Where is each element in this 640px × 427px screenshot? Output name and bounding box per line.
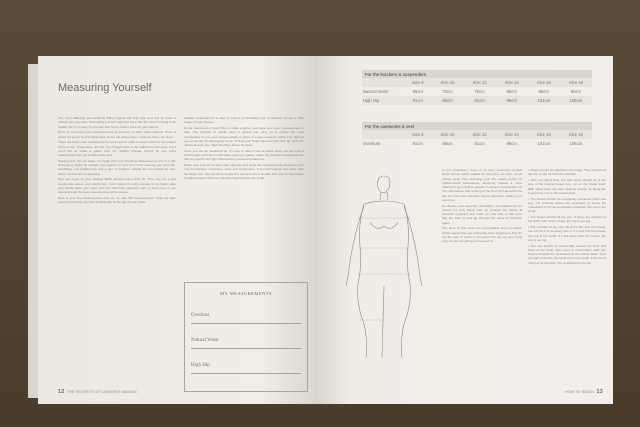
row-label: Natural Waist [363,89,388,94]
size-header: Size 8 [404,130,431,139]
size-header: Size 16 [528,78,560,87]
right-page [316,56,613,404]
size-header: Size 12 [464,130,496,139]
measurement-label: Natural Waist [191,338,219,343]
row-label: Overbust [363,141,380,146]
table-cell: 106cm [569,141,583,146]
row-label: High Hip [362,96,404,105]
measurement-label: Overbust [191,313,210,318]
my-measurements-box [184,282,308,392]
table-cell: 70cm [442,89,453,94]
table-cell: 86cm [431,96,463,105]
measurements-heading: MY MEASUREMENTS [220,291,272,296]
size-header: Size 18 [560,130,592,139]
checklist-item: • The neckline of the cup should lie flat over the breast, not cut into it or sit away from it. If it cuts into the breast, the cup is too small. If it sits away from the breast, the cup is too big. [528,225,606,242]
size-header: Size 10 [431,130,463,139]
page-number: 12 [58,389,65,395]
running-head: THE SECRETS OF LINGERIE MAKING [66,390,138,394]
left-text-column-2 [184,116,304,182]
table-cell: 91cm [464,96,496,105]
table-cell: 96cm [496,96,528,105]
paragraph: Once you are all measured up, it's time to take a look at which sizes you are and at what height you'll feel comfortable wearing a garter; unlike the previous measurements, this one can be strongly influenced by personal preference. [184,148,304,162]
paragraph: So choose your favourite, well-fitting, non-padded bra (to ensure it's truly fitting well, go through our handy fit checklist opposite) and make up your toile in that size. Slip the toile on and go through the same fit checklist again. [442,203,522,225]
checklist-item: • The breast should be completely contained within the cup, not showing above the underwire or below the underband. If it's not completely contained, the cup is too small. [528,196,606,214]
table-cell: 81cm [404,96,431,105]
size-header: Size 14 [496,130,528,139]
checklist-item: • Straps should be adjusted to fit snugly. They should not dig into or slip off from the shoulder. [528,168,606,177]
paragraph: In our experience, there is no less measuring method which will be 100% reliable for everyone. As such, we've moved away from selecting your size based purely on mathematical calculations, favouring instead a more observant and intuitive attitude to what is comfortable for you. We believe that working to the fit of your favourite bra can be a far more accurate way to approach making your own bras. [442,168,522,202]
table-cell: 106cm [560,96,592,105]
page-number: 13 [596,389,603,395]
table-cell: 96cm [506,141,517,146]
table-row [362,96,592,105]
camisole-size-table [362,122,592,148]
paragraph: Starting from the top down, we begin with your Overbust Measurement (line A in the illustration). Stand up straight, feet together in front of a mirror wearing your favourite, well-fitting, non-padded bra and a pair of knickers. Ideally the bra should be non-wired, but this isn't a necessity. [58,158,176,176]
paragraph: Down here look at our size chart opposite and circle the measurements closest to your own for knickers, camisoles, vests and suspenders. If you fall between two sizes, take the larger one. We can all be tempted to squeeze into a smaller size, but it's a lot easier to adjust lingerie that's too big than lingerie that's too small. [184,163,304,180]
size-header: Size 12 [464,78,496,87]
table-cell: 85cm [538,89,549,94]
right-text-column-1 [442,168,522,245]
paragraph: Next is your Hip Measurement (line C). To take this measurement, wrap the tape around your body over the 'knobbly bits' at the top of your pelvis. [58,195,176,204]
checklist-item: • With non-wired bras, the side seam should sit to the side of the natural breast root, not on the breast itself. With wired bras, the wire channel should sit along the breast root, not on the breast itself. [528,178,606,195]
size-header: Size 18 [560,78,592,87]
table-cell: 80cm [506,89,517,94]
table-row [362,87,592,96]
page-title: Measuring Yourself [58,82,152,94]
left-text-column-1 [58,116,176,206]
measurement-row-high-hip [191,363,301,374]
table-cell: 90cm [570,89,582,94]
size-header: Size 10 [431,78,463,87]
right-footer [565,389,603,395]
size-header: Size 16 [528,130,560,139]
checklist-item: • The breast should fill the cup. If there are wrinkles in the fabric with empty areas, the cup is too big. [528,215,606,224]
table-cell: 101cm [528,96,560,105]
table-cell: 66cm [412,89,423,94]
measurement-row-overbust [191,313,301,324]
measurement-row-natural-waist [191,338,301,349]
running-head: HOW TO BEGIN [564,390,595,394]
body-measurement-illustration [324,174,444,360]
table-cell: 81cm [412,141,423,146]
paragraph: Now we move to your Natural Waist Measurement (line B). This may be a few centimetres above your bellybutton, but it varies for every woman so to check, slide your hands down your sides until you reach the narrowest part, or bend over to one side and wrap the tape measure around the crease. [58,177,176,194]
paragraph: Don't try to commit your measurements to memory; jot them down instead. There is space for you to do this below and, as the old adage says, 'measure twice, cut once'. [58,130,176,139]
table-cell: 76cm [474,89,485,94]
checklist-item: • The bra should sit horizontally around the front and back of the body, with room to comfortably slide two fingers beneath the underband at the Centre Back. If it's too tight to do this, the band size is too small. If the bra is riding up at the back, the underband is too big. [528,243,606,265]
paragraph: reliable measurement to take to ensure a well-fitting pair of knickers across a wide range of body shapes. [184,116,304,125]
table-cell: 91cm [474,141,485,146]
measurement-label: High Hip [191,363,210,368]
knickers-size-table [362,70,592,105]
open-book [38,56,613,404]
table-cell: 101cm [537,141,551,146]
figure-sketch-icon [324,174,444,360]
paragraph: The lines in this book are non-padded and non-wired, which means they are inherently more forgiving in their fit, but the way in which a non-wired bra sits on your body may not be something you're used to. [442,226,522,243]
table-heading: For the knickers & suspenders [362,70,592,78]
paragraph: The most flattering and perfectly fitting lingerie will only look and feel so when it reflects your true size. Measuring yourself might not seem like the most fun thing to do initially, but try to see it in the way that home sewers have for generations. [58,116,176,129]
paragraph: As we mentioned, if you'd like to make a garter, you have one more measurement to take. The strength of elastic used in garters can vary, so to ensure the most comfortable fit, use your chosen elastic in place of a tape measure. Wrap it as tight as you would like the final garter to be. To find your Thigh Measurement (line D), wrap the elastic around your thigh 10-20cm above the knee. [184,126,304,147]
left-page [38,56,316,404]
paragraph: There are three main measurements you'll need in order to select which of our pattern sizes to use. These three will see you through most of the patterns in this book, but if you'd like to make a garter from the tickling chapter, there'll be one extra measurement for you to take at the end. [58,140,176,157]
size-header: Size 14 [496,78,528,87]
table-row [362,139,592,148]
left-footer [58,389,137,395]
size-header: Size 8 [404,78,431,87]
table-heading: For the camisoles & vest [362,122,592,130]
table-cell: 86cm [442,141,453,146]
fit-checklist-column [528,168,606,266]
